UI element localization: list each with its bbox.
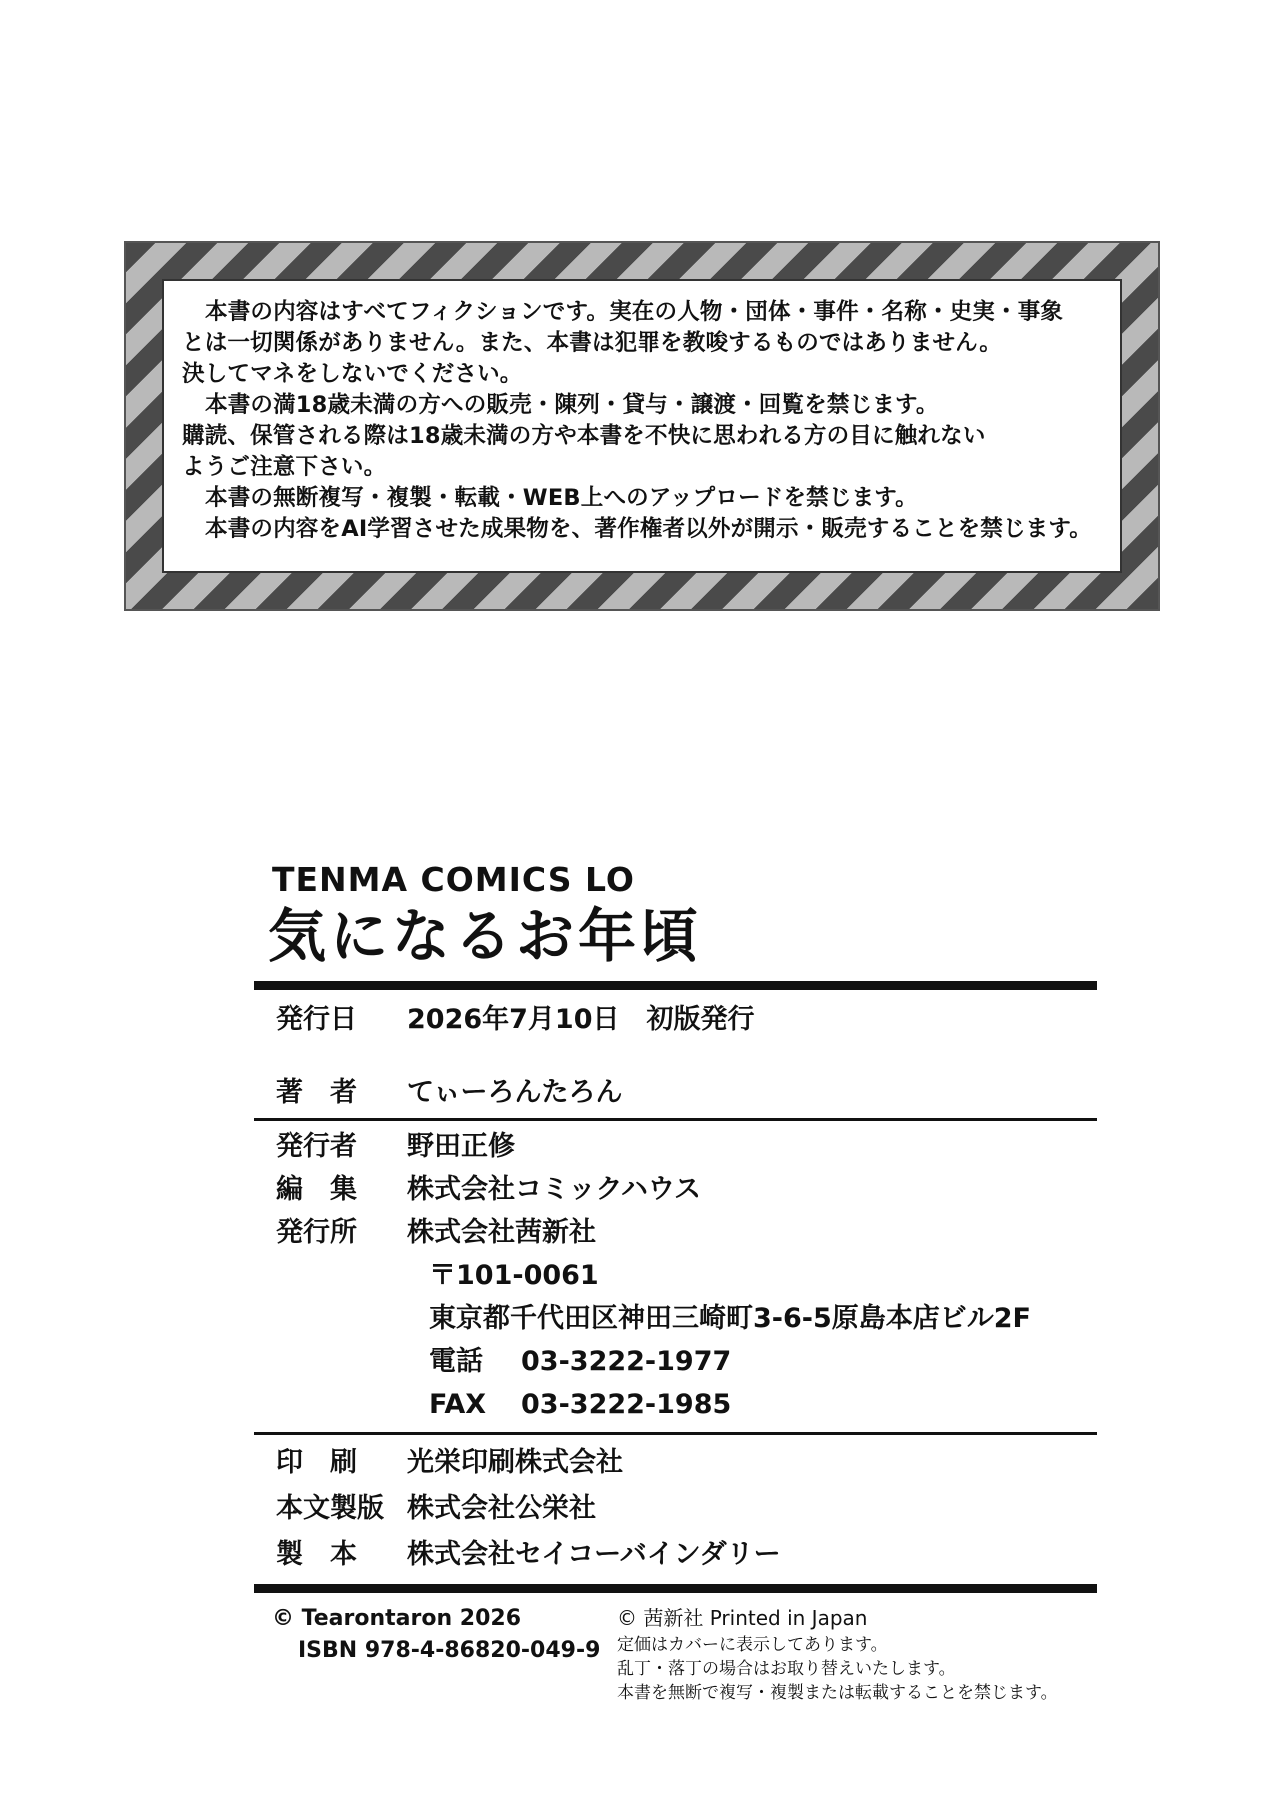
notice-line: ようご注意下さい。 xyxy=(182,454,387,480)
copyright: © Tearontaron 2026 xyxy=(272,1605,522,1631)
publisher-value: 野田正修 xyxy=(407,1130,515,1162)
publisher-label: 発行者 xyxy=(276,1130,357,1162)
typesetting-label: 本文製版 xyxy=(276,1492,384,1524)
notice-line: 決してマネをしないでください。 xyxy=(182,361,523,387)
footer-left xyxy=(254,1603,617,1705)
postal-code: 〒101-0061 xyxy=(429,1259,599,1291)
notice-line: 本書の満18歳未満の方への販売・陳列・貸与・譲渡・回覧を禁じます。 xyxy=(205,392,939,418)
isbn: ISBN 978-4-86820-049-9 xyxy=(298,1637,601,1663)
divider xyxy=(254,981,1097,990)
publish-date-label: 発行日 xyxy=(276,1003,357,1035)
address: 東京都千代田区神田三崎町3-6-5原島本店ビル2F xyxy=(429,1302,1032,1334)
publisher-row xyxy=(254,1125,1097,1168)
binding-label: 製 本 xyxy=(276,1538,357,1570)
publish-date-value: 2026年7月10日 初版発行 xyxy=(407,1003,755,1035)
tel-label: 電話 xyxy=(429,1345,483,1377)
tel-line xyxy=(254,1340,1097,1383)
tel-value: 03-3222-1977 xyxy=(521,1345,732,1377)
footer-note: 本書を無断で複写・複製または転載することを禁じます。 xyxy=(617,1682,1058,1703)
footer xyxy=(254,1603,1097,1705)
warning-notice-text-area xyxy=(162,279,1122,573)
notice-line: とは一切関係がありません。また、本書は犯罪を教唆するものではありません。 xyxy=(182,330,1002,356)
notice-line: 本書の内容をAI学習させた成果物を、著作権者以外が開示・販売することを禁じます。 xyxy=(205,516,1092,542)
binding-value: 株式会社セイコーバインダリー xyxy=(407,1538,781,1570)
divider xyxy=(254,1584,1097,1593)
series-name: TENMA COMICS LO xyxy=(272,860,635,899)
publisher-copyright: © 茜新社 Printed in Japan xyxy=(617,1605,868,1630)
editor-value: 株式会社コミックハウス xyxy=(407,1173,702,1205)
footer-right xyxy=(617,1603,1058,1705)
office-row xyxy=(254,1211,1097,1254)
divider xyxy=(254,1118,1097,1121)
fax-label: FAX xyxy=(429,1388,487,1420)
notice-line: 本書の無断複写・複製・転載・WEB上へのアップロードを禁じます。 xyxy=(205,485,918,511)
notice-line: 購読、保管される際は18歳未満の方や本書を不快に思われる方の目に触れない xyxy=(182,423,986,449)
typesetting-row xyxy=(254,1487,1097,1530)
typesetting-value: 株式会社公栄社 xyxy=(407,1492,596,1524)
divider xyxy=(254,1432,1097,1435)
printer-value: 光栄印刷株式会社 xyxy=(407,1446,623,1478)
footer-note: 乱丁・落丁の場合はお取り替えいたします。 xyxy=(617,1658,956,1679)
fax-value: 03-3222-1985 xyxy=(521,1388,732,1420)
book-title: 気になるお年頃 xyxy=(268,902,703,970)
colophon xyxy=(254,860,1097,1705)
footer-note: 定価はカバーに表示してあります。 xyxy=(617,1634,888,1655)
printer-label: 印 刷 xyxy=(276,1446,357,1478)
printer-row xyxy=(254,1441,1097,1484)
editor-row xyxy=(254,1168,1097,1211)
office-value: 株式会社茜新社 xyxy=(407,1216,596,1248)
author-value: てぃーろんたろん xyxy=(407,1076,623,1108)
publish-date-row xyxy=(254,998,1097,1041)
notice-line: 本書の内容はすべてフィクションです。実在の人物・団体・事件・名称・史実・事象 xyxy=(205,299,1064,325)
warning-notice-box xyxy=(124,241,1160,611)
fax-line xyxy=(254,1383,1097,1426)
author-label: 著 者 xyxy=(276,1076,357,1108)
author-row xyxy=(254,1071,1097,1114)
office-label: 発行所 xyxy=(276,1216,357,1248)
editor-label: 編 集 xyxy=(276,1173,357,1205)
binding-row xyxy=(254,1533,1097,1576)
